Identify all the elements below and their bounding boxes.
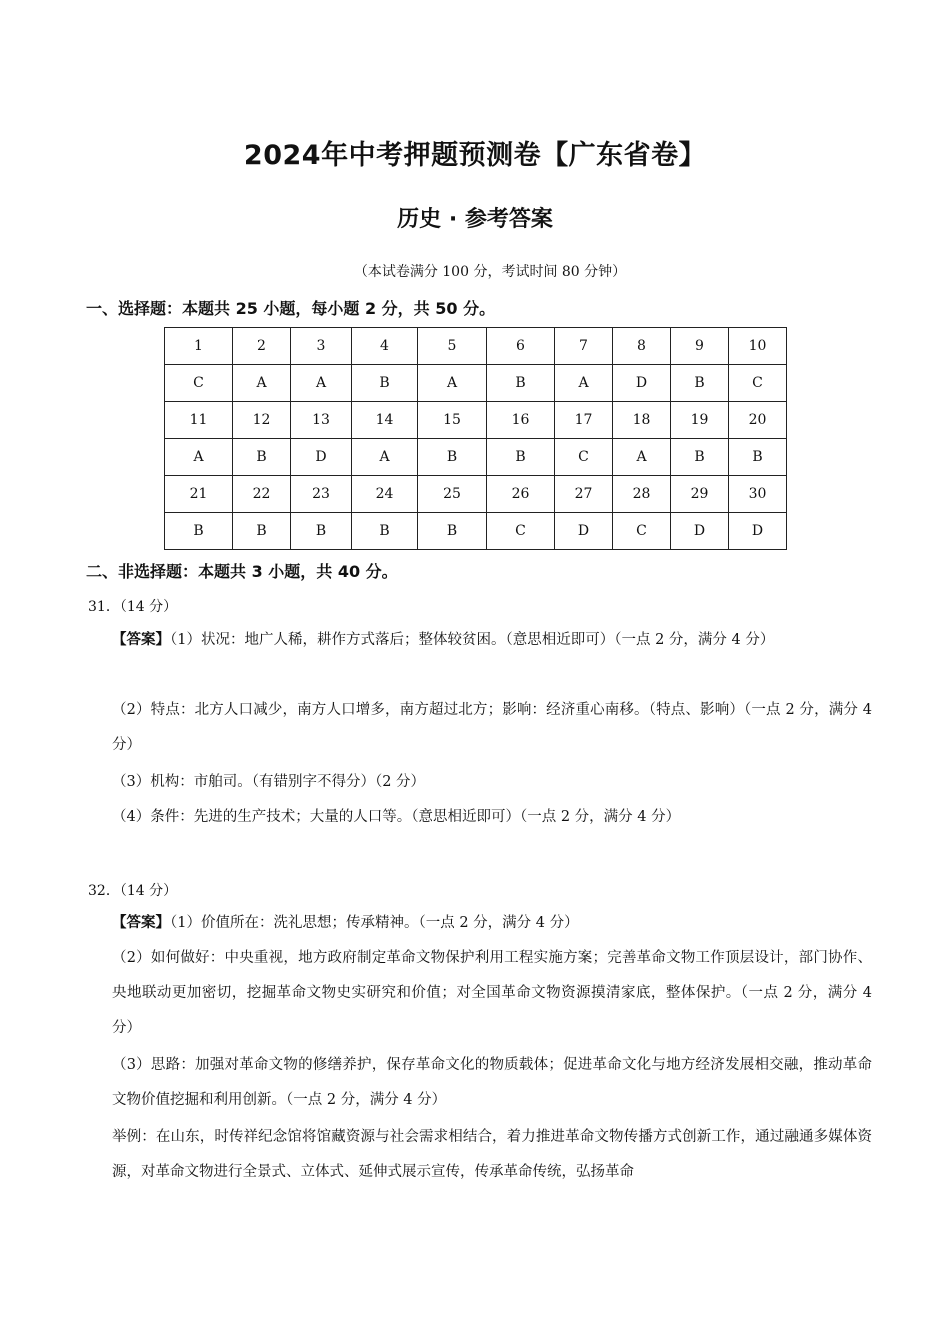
answer-key-cell: D bbox=[729, 513, 787, 550]
question-number-cell: 15 bbox=[418, 402, 487, 439]
section2-heading: 二、非选择题：本题共 3 小题，共 40 分。 bbox=[86, 562, 398, 581]
answer-key-cell: C bbox=[555, 439, 613, 476]
answer-key-cell: C bbox=[165, 365, 233, 402]
page-subtitle: 历史 · 参考答案 bbox=[397, 207, 553, 232]
question-number-cell: 7 bbox=[555, 328, 613, 365]
answer-key-cell: A bbox=[613, 439, 671, 476]
section1-heading: 一、选择题：本题共 25 小题，每小题 2 分，共 50 分。 bbox=[86, 299, 496, 318]
question-number-cell: 27 bbox=[555, 476, 613, 513]
answer-key-cell: A bbox=[233, 365, 291, 402]
answer-key-cell: B bbox=[418, 513, 487, 550]
question-number-cell: 4 bbox=[352, 328, 418, 365]
question-number-cell: 11 bbox=[165, 402, 233, 439]
question-number-cell: 20 bbox=[729, 402, 787, 439]
answer-key-row bbox=[165, 365, 787, 402]
question-number-cell: 22 bbox=[233, 476, 291, 513]
answer-key-cell: B bbox=[352, 365, 418, 402]
question-number-cell: 18 bbox=[613, 402, 671, 439]
q32-answer-3: （3）思路：加强对革命文物的修缮养护，保存革命文化的物质载体；促进革命文化与地方经济发展相交融，推动革命文物价值挖掘和利用创新。（一点 2 分，满分 4 分） bbox=[112, 1057, 872, 1108]
question-number-cell: 23 bbox=[291, 476, 352, 513]
question-number-cell: 1 bbox=[165, 328, 233, 365]
q31-answer-1 bbox=[112, 622, 872, 658]
answer-key-cell: D bbox=[613, 365, 671, 402]
q32-answer-2: （2）如何做好：中央重视，地方政府制定革命文物保护利用工程实施方案；完善革命文物工作顶层设计，部门协作、央地联动更加密切，挖掘革命文物史实研究和价值；对全国革命文物资源摸清家底，整体保护。（一点 2 分，满分 4 分） bbox=[112, 950, 872, 1036]
answer-label: 【答案】 bbox=[112, 914, 170, 931]
q31-answer-1-text: （1）状况：地广人稀，耕作方式落后；整体较贫困。（意思相近即可）（一点 2 分，满分 4 分） bbox=[170, 632, 775, 648]
q31-answer-3: （3）机构：市舶司。（有错别字不得分）（2 分） bbox=[112, 774, 426, 790]
question-number-cell: 6 bbox=[487, 328, 555, 365]
question-number-cell: 3 bbox=[291, 328, 352, 365]
answer-key-cell: B bbox=[233, 513, 291, 550]
question-number-cell: 28 bbox=[613, 476, 671, 513]
question-number-cell: 5 bbox=[418, 328, 487, 365]
question-number-cell: 13 bbox=[291, 402, 352, 439]
question-number-cell: 17 bbox=[555, 402, 613, 439]
question-number-cell: 26 bbox=[487, 476, 555, 513]
answer-key-cell: B bbox=[671, 439, 729, 476]
exam-note: （本试卷满分 100 分，考试时间 80 分钟） bbox=[353, 264, 627, 280]
answer-key-cell: B bbox=[352, 513, 418, 550]
answer-key-cell: B bbox=[233, 439, 291, 476]
q32-answer-1 bbox=[112, 905, 872, 941]
answer-key-cell: D bbox=[555, 513, 613, 550]
answer-key-cell: D bbox=[671, 513, 729, 550]
answer-key-cell: A bbox=[165, 439, 233, 476]
answer-key-cell: A bbox=[291, 365, 352, 402]
question-number-row bbox=[165, 402, 787, 439]
question-number-row bbox=[165, 476, 787, 513]
q31-heading: 31．（14 分） bbox=[88, 599, 178, 615]
q32-heading: 32．（14 分） bbox=[88, 883, 178, 899]
question-number-cell: 12 bbox=[233, 402, 291, 439]
answer-key-row bbox=[165, 513, 787, 550]
q31-answer-4: （4）条件：先进的生产技术；大量的人口等。（意思相近即可）（一点 2 分，满分 4 分） bbox=[112, 809, 681, 825]
answer-key-cell: A bbox=[555, 365, 613, 402]
question-number-cell: 2 bbox=[233, 328, 291, 365]
answer-key-cell: B bbox=[291, 513, 352, 550]
question-number-cell: 29 bbox=[671, 476, 729, 513]
question-number-cell: 16 bbox=[487, 402, 555, 439]
answer-key-cell: C bbox=[613, 513, 671, 550]
question-number-cell: 10 bbox=[729, 328, 787, 365]
question-number-cell: 24 bbox=[352, 476, 418, 513]
question-number-cell: 21 bbox=[165, 476, 233, 513]
answer-key-cell: A bbox=[418, 365, 487, 402]
answer-key-cell: B bbox=[418, 439, 487, 476]
question-number-cell: 19 bbox=[671, 402, 729, 439]
answer-key-cell: B bbox=[487, 365, 555, 402]
answer-key-row bbox=[165, 439, 787, 476]
question-number-cell: 25 bbox=[418, 476, 487, 513]
answer-label: 【答案】 bbox=[112, 631, 170, 648]
question-number-row bbox=[165, 328, 787, 365]
answer-key-cell: C bbox=[487, 513, 555, 550]
answer-table bbox=[164, 327, 787, 550]
answer-key-cell: C bbox=[729, 365, 787, 402]
answer-key-cell: B bbox=[729, 439, 787, 476]
q32-answer-4: 举例：在山东，时传祥纪念馆将馆藏资源与社会需求相结合，着力推进革命文物传播方式创新工作，通过融通多媒体资源，对革命文物进行全景式、立体式、延伸式展示宣传，传承革命传统，弘扬革命 bbox=[112, 1129, 872, 1180]
answer-key-cell: D bbox=[291, 439, 352, 476]
answer-key-cell: B bbox=[671, 365, 729, 402]
q32-answer-1-text: （1）价值所在：洗礼思想；传承精神。（一点 2 分，满分 4 分） bbox=[170, 915, 579, 931]
question-number-cell: 8 bbox=[613, 328, 671, 365]
question-number-cell: 30 bbox=[729, 476, 787, 513]
q31-answer-2: （2）特点：北方人口减少，南方人口增多，南方超过北方；影响：经济重心南移。（特点、影响）（一点 2 分，满分 4 分） bbox=[112, 702, 872, 753]
answer-key-cell: B bbox=[165, 513, 233, 550]
question-number-cell: 14 bbox=[352, 402, 418, 439]
answer-key-cell: B bbox=[487, 439, 555, 476]
answer-key-cell: A bbox=[352, 439, 418, 476]
page-title: 2024年中考押题预测卷【广东省卷】 bbox=[243, 140, 707, 171]
question-number-cell: 9 bbox=[671, 328, 729, 365]
